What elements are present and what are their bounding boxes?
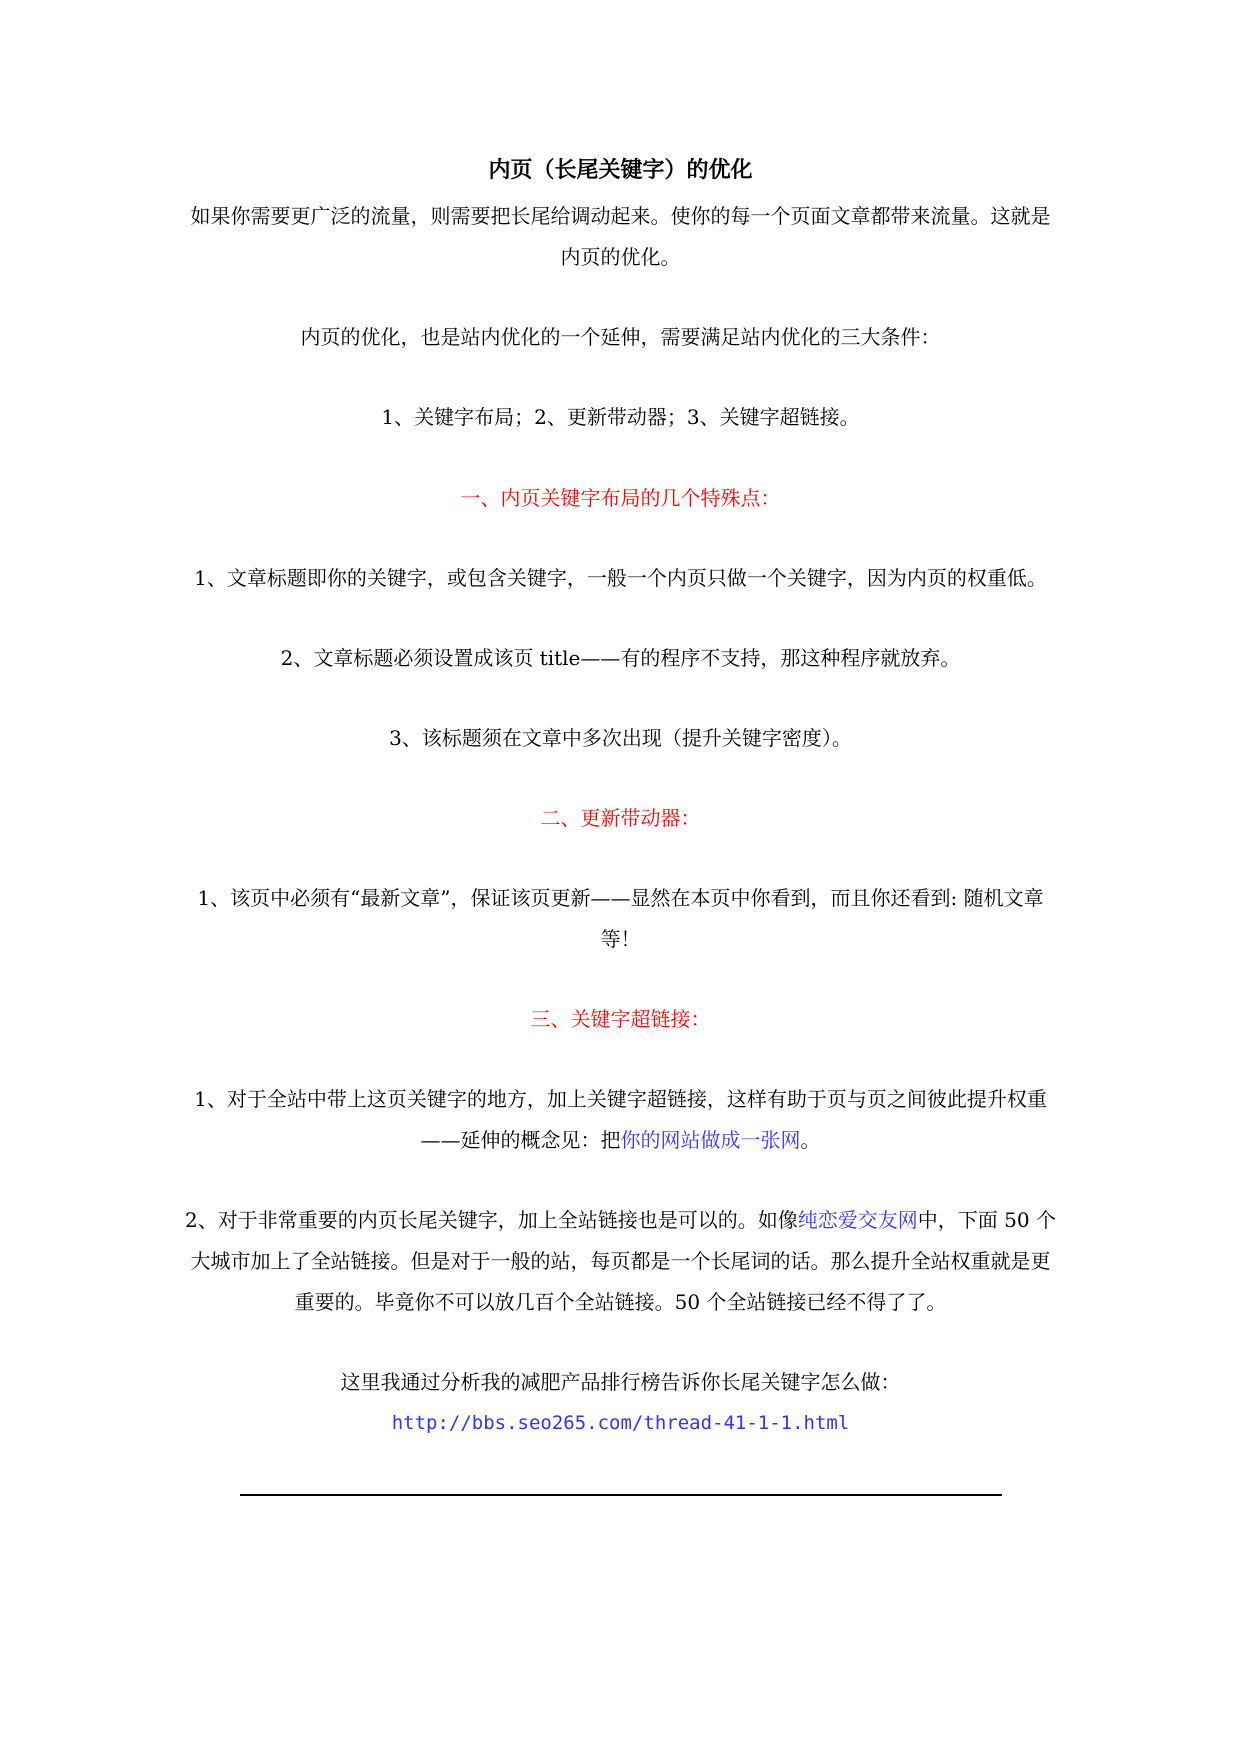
conditions-list: 1、关键字布局；2、更新带动器；3、关键字超链接。	[381, 405, 860, 429]
condition-intro: 内页的优化，也是站内优化的一个延伸，需要满足站内优化的三大条件：	[300, 325, 941, 349]
section-1-heading: 一、内页关键字布局的几个特殊点：	[460, 486, 781, 510]
section-3-item-1-line-2	[150, 1126, 1091, 1154]
web-net-link[interactable]: 你的网站做成一张网	[620, 1128, 801, 1152]
section-1-item-2: 2、文章标题必须设置成该页 title——有的程序不支持，那这种程序就放弃。	[280, 646, 961, 670]
intro-line-2: 内页的优化。	[560, 245, 681, 269]
bottom-divider	[240, 1494, 1002, 1496]
section-3-item-2-prefix: 2、对于非常重要的内页长尾关键字，加上全站链接也是可以的。如像	[185, 1208, 798, 1232]
intro-line-1: 如果你需要更广泛的流量，则需要把长尾给调动起来。使你的每一个页面文章都带来流量。这就是	[190, 204, 1051, 228]
section-1-item-3: 3、该标题须在文章中多次出现（提升关键字密度）。	[389, 726, 852, 750]
page-title: 内页（长尾关键字）的优化	[488, 157, 753, 183]
section-3-item-2-line-1	[150, 1206, 1091, 1234]
forum-url-link[interactable]: http://bbs.seo265.com/thread-41-1-1.html	[391, 1412, 850, 1434]
section-3-item-1-prefix: ——延伸的概念见：把	[420, 1128, 621, 1152]
section-3-item-2-line-2: 大城市加上了全站链接。但是对于一般的站，每页都是一个长尾词的话。那么提升全站权重就是更	[190, 1249, 1051, 1273]
section-3-item-1-line-1: 1、对于全站中带上这页关键字的地方，加上关键字超链接，这样有助于页与页之间彼此提升权重	[194, 1087, 1047, 1111]
section-3-item-2-line-3: 重要的。毕竟你不可以放几百个全站链接。50 个全站链接已经不得了了。	[294, 1290, 947, 1314]
section-2-item-1-line-1: 1、该页中必须有“最新文章”，保证该页更新——显然在本页中你看到，而且你还看到: 随机文章	[197, 886, 1044, 910]
section-2-heading: 二、更新带动器：	[540, 806, 701, 830]
section-3-item-2-suffix: 中，下面 50 个	[917, 1208, 1056, 1232]
dating-site-link[interactable]: 纯恋爱交友网	[797, 1208, 918, 1232]
section-2-item-1-line-2: 等！	[600, 927, 641, 951]
closing-text: 这里我通过分析我的减肥产品排行榜告诉你长尾关键字怎么做：	[340, 1370, 901, 1394]
section-3-item-1-suffix: 。	[800, 1128, 821, 1152]
section-3-heading: 三、关键字超链接：	[530, 1007, 711, 1031]
section-1-item-1: 1、文章标题即你的关键字，或包含关键字，一般一个内页只做一个关键字，因为内页的权重低。	[194, 566, 1047, 590]
